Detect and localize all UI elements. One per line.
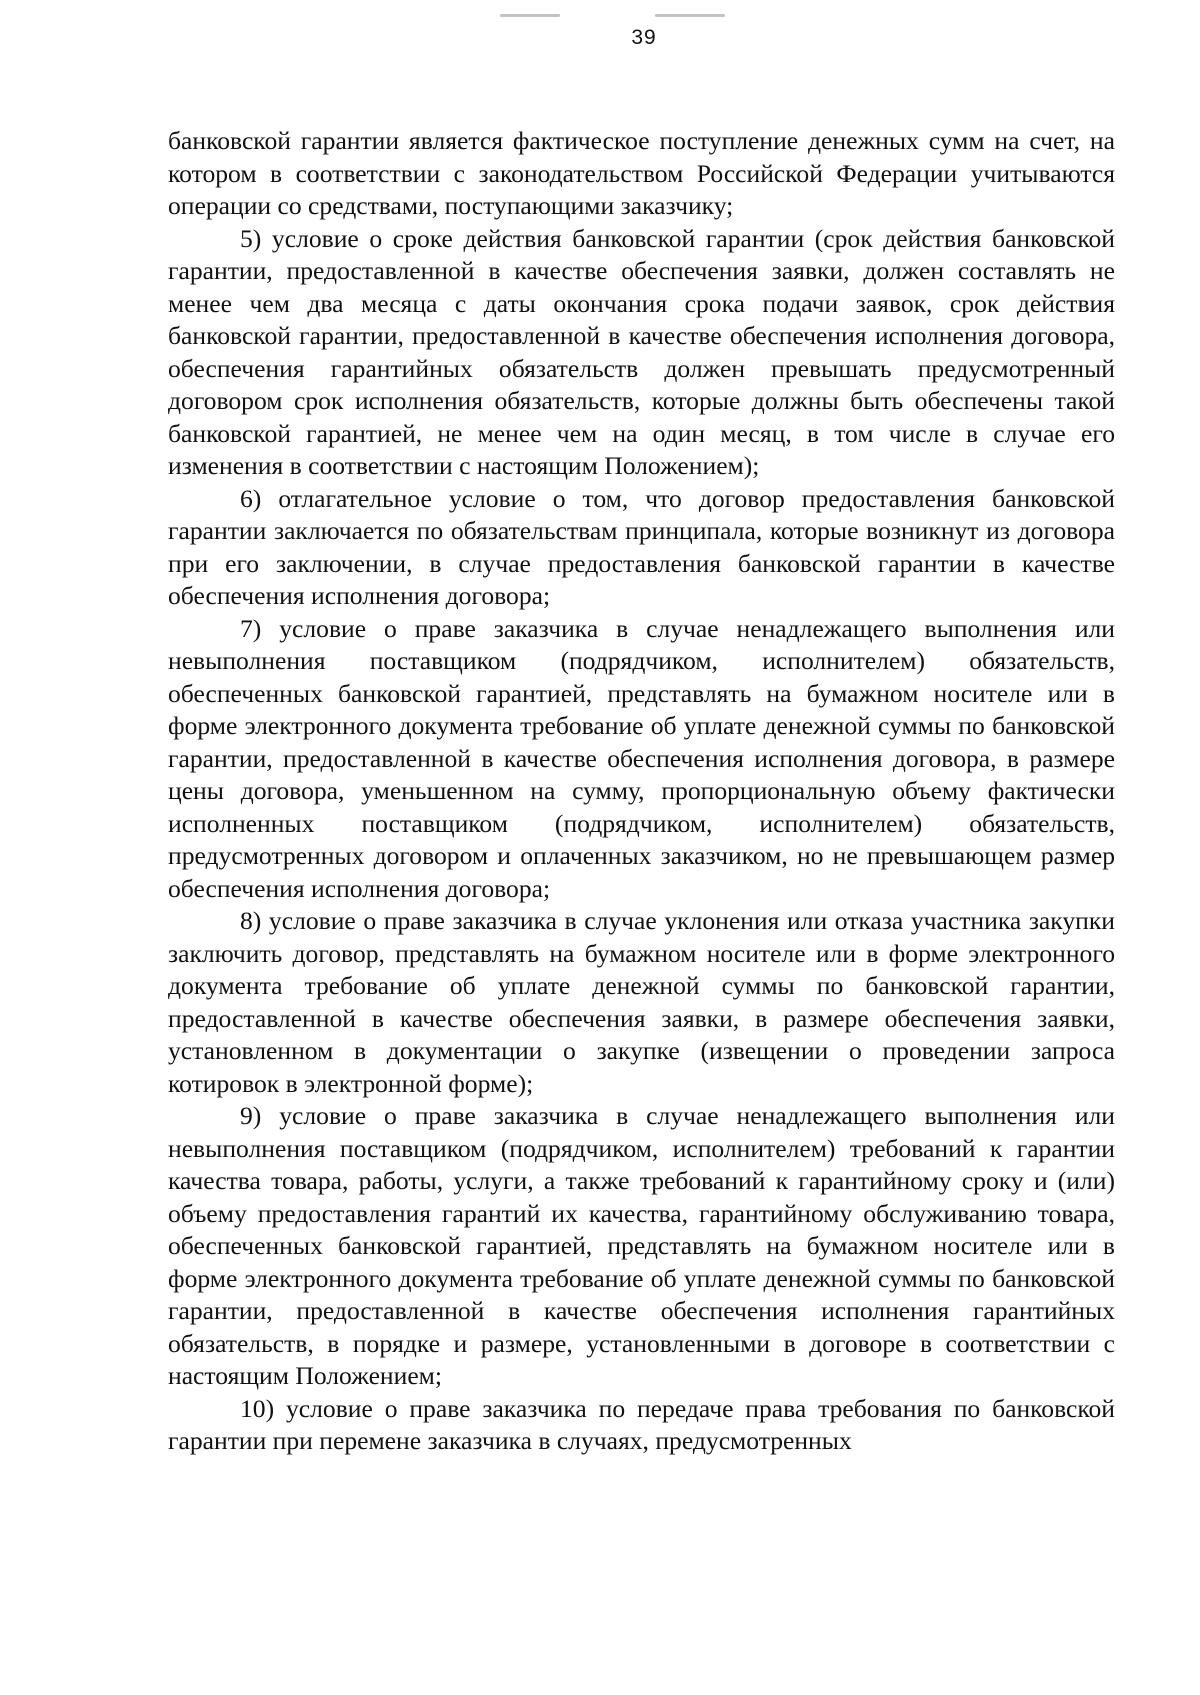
page-header: [0, 0, 1200, 70]
scan-artifact: [655, 14, 725, 17]
list-item-8: 8) условие о праве заказчика в случае уклонения или отказа участника закупки заключить договор, представлять на бумажном носителе или в форме электронного документа требование об уплате денежной суммы по банковской гарантии, предоставленной в качестве обеспечения заявки, в размере обеспечения заявки, установленном в документации о закупке (извещении о проведении запроса котировок в электронной форме);: [168, 906, 1115, 1098]
page-number: 39: [631, 26, 657, 49]
scan-artifact: [500, 14, 560, 17]
list-item-5: 5) условие о сроке действия банковской гарантии (срок действия банковской гарантии, предоставленной в качестве обеспечения заявки, должен составлять не менее чем два месяца с даты окончания срока подачи заявок, срок действия банковской гарантии, предоставленной в качестве обеспечения исполнения договора, обеспечения гарантийных обязательств должен превышать предусмотренный договором срок исполнения обязательств, которые должны быть обеспечены такой банковской гарантией, не менее чем на один месяц, в том числе в случае его изменения в соответствии с настоящим Положением);: [168, 223, 1115, 480]
document-body: [168, 125, 1115, 1458]
paragraph-continuation: банковской гарантии является фактическое поступление денежных сумм на счет, на котором в соответствии с законодательством Российской Федерации учитываются операции со средствами, поступающими заказчику;: [168, 126, 1115, 220]
list-item-7: 7) условие о праве заказчика в случае ненадлежащего выполнения или невыполнения поставщиком (подрядчиком, исполнителем) обязательств, обеспеченных банковской гарантией, представлять на бумажном носителе или в форме электронного документа требование об уплате денежной суммы по банковской гарантии, предоставленной в качестве обеспечения исполнения договора, в размере цены договора, уменьшенном на сумму, пропорциональную объему фактически исполненных поставщиком (подрядчиком, исполнителем) обязательств, предусмотренных договором и оплаченных заказчиком, но не превышающем размер обеспечения исполнения договора;: [168, 613, 1115, 903]
list-item-9: 9) условие о праве заказчика в случае ненадлежащего выполнения или невыполнения поставщиком (подрядчиком, исполнителем) требований к гарантии качества товара, работы, услуги, а также требований к гарантийному сроку и (или) объему предоставления гарантий их качества, гарантийному обслуживанию товара, обеспеченных банковской гарантией, представлять на бумажном носителе или в форме электронного документа требование об уплате денежной суммы по банковской гарантии, предоставленной в качестве обеспечения исполнения гарантийных обязательств, в порядке и размере, установленными в договоре в соответствии с настоящим Положением;: [168, 1101, 1115, 1390]
list-item-6: 6) отлагательное условие о том, что договор предоставления банковской гарантии заключается по обязательствам принципала, которые возникнут из договора при его заключении, в случае предоставления банковской гарантии в качестве обеспечения исполнения договора;: [168, 483, 1115, 610]
list-item-10: 10) условие о праве заказчика по передаче права требования по банковской гарантии при перемене заказчика в случаях, предусмотренных: [168, 1393, 1115, 1455]
